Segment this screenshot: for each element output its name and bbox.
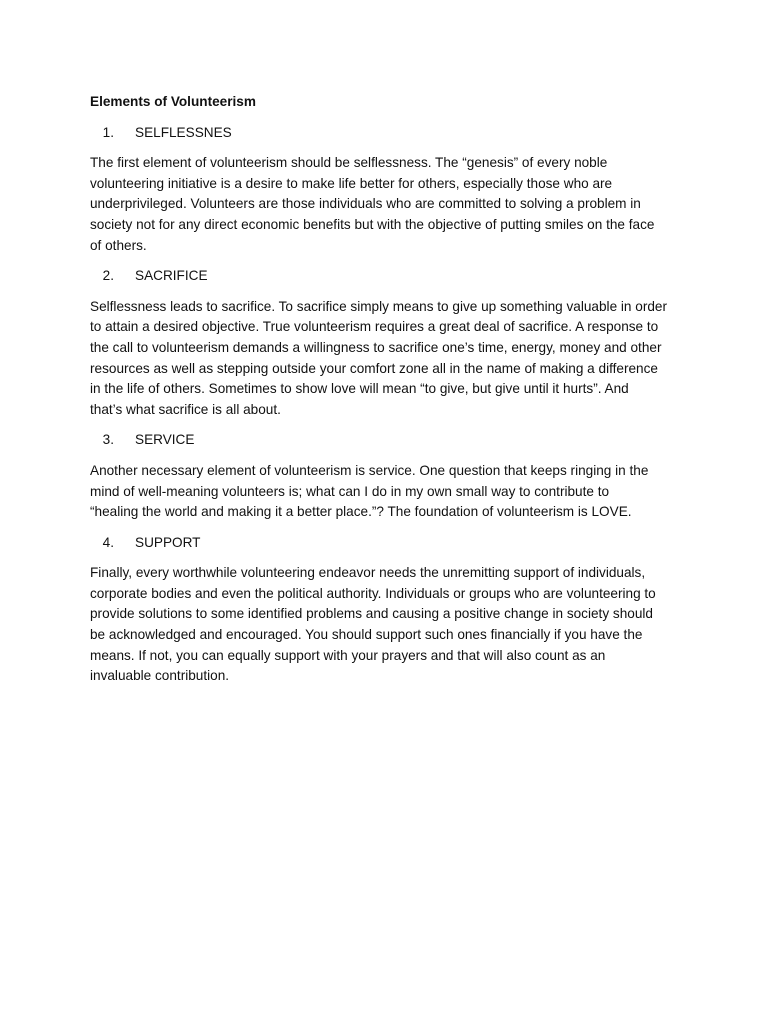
section-paragraph-service — [90, 461, 690, 523]
paragraph-line: of others. — [90, 237, 147, 253]
section-number: 2. — [102, 268, 114, 284]
paragraph-line: underprivileged. Volunteers are those individuals who are committed to solving a problem in — [90, 196, 641, 212]
paragraph-line: provide solutions to some identified problems and causing a positive change in society should — [90, 606, 653, 622]
section-heading-service — [90, 430, 690, 451]
paragraph-line: the call to volunteerism demands a willingness to sacrifice one’s time, energy, money and other — [90, 339, 662, 355]
section-paragraph-sacrifice — [90, 297, 690, 421]
paragraph-line: “healing the world and making it a better place.”? The foundation of volunteerism is LOVE. — [90, 504, 632, 520]
section-label: SELFLESSNES — [135, 124, 232, 140]
paragraph-line: be acknowledged and encouraged. You should support such ones financially if you have the — [90, 627, 643, 643]
section-label: SERVICE — [135, 432, 195, 448]
section-label: SUPPORT — [135, 534, 201, 550]
paragraph-line: that’s what sacrifice is all about. — [90, 401, 281, 417]
document-title: Elements of Volunteerism — [90, 94, 256, 109]
section-number: 1. — [102, 124, 114, 140]
paragraph-line: in the life of others. Sometimes to show love will mean “to give, but give until it hurts”. And — [90, 381, 629, 397]
section-paragraph-support — [90, 563, 690, 687]
paragraph-line: to attain a desired objective. True volunteerism requires a great deal of sacrifice. A response to — [90, 319, 659, 335]
section-number: 3. — [102, 432, 114, 448]
paragraph-line: Another necessary element of volunteerism is service. One question that keeps ringing in the — [90, 462, 649, 478]
section-heading-support — [90, 533, 690, 554]
section-number: 4. — [102, 534, 114, 550]
section-label: SACRIFICE — [135, 268, 208, 284]
paragraph-line: mind of well-meaning volunteers is; what can I do in my own small way to contribute to — [90, 483, 610, 499]
section-paragraph-selflessness — [90, 153, 690, 256]
paragraph-line: corporate bodies and even the political authority. Individuals or groups who are volunteering to — [90, 585, 656, 601]
paragraph-line: Selflessness leads to sacrifice. To sacrifice simply means to give up something valuable in order — [90, 298, 668, 314]
paragraph-line: Finally, every worthwhile volunteering endeavor needs the unremitting support of individuals, — [90, 565, 646, 581]
paragraph-line: volunteering initiative is a desire to make life better for others, especially those who are — [90, 175, 613, 191]
paragraph-line: resources as well as stepping outside your comfort zone all in the name of making a difference — [90, 360, 658, 376]
section-heading-sacrifice — [90, 266, 690, 287]
section-heading-selflessness — [90, 123, 690, 144]
document-body — [90, 92, 690, 697]
paragraph-line: The first element of volunteerism should be selflessness. The “genesis” of every noble — [90, 155, 608, 171]
paragraph-line: invaluable contribution. — [90, 668, 230, 684]
paragraph-line: society not for any direct economic benefits but with the objective of putting smiles on the face — [90, 216, 655, 232]
paragraph-line: means. If not, you can equally support with your prayers and that will also count as an — [90, 647, 606, 663]
